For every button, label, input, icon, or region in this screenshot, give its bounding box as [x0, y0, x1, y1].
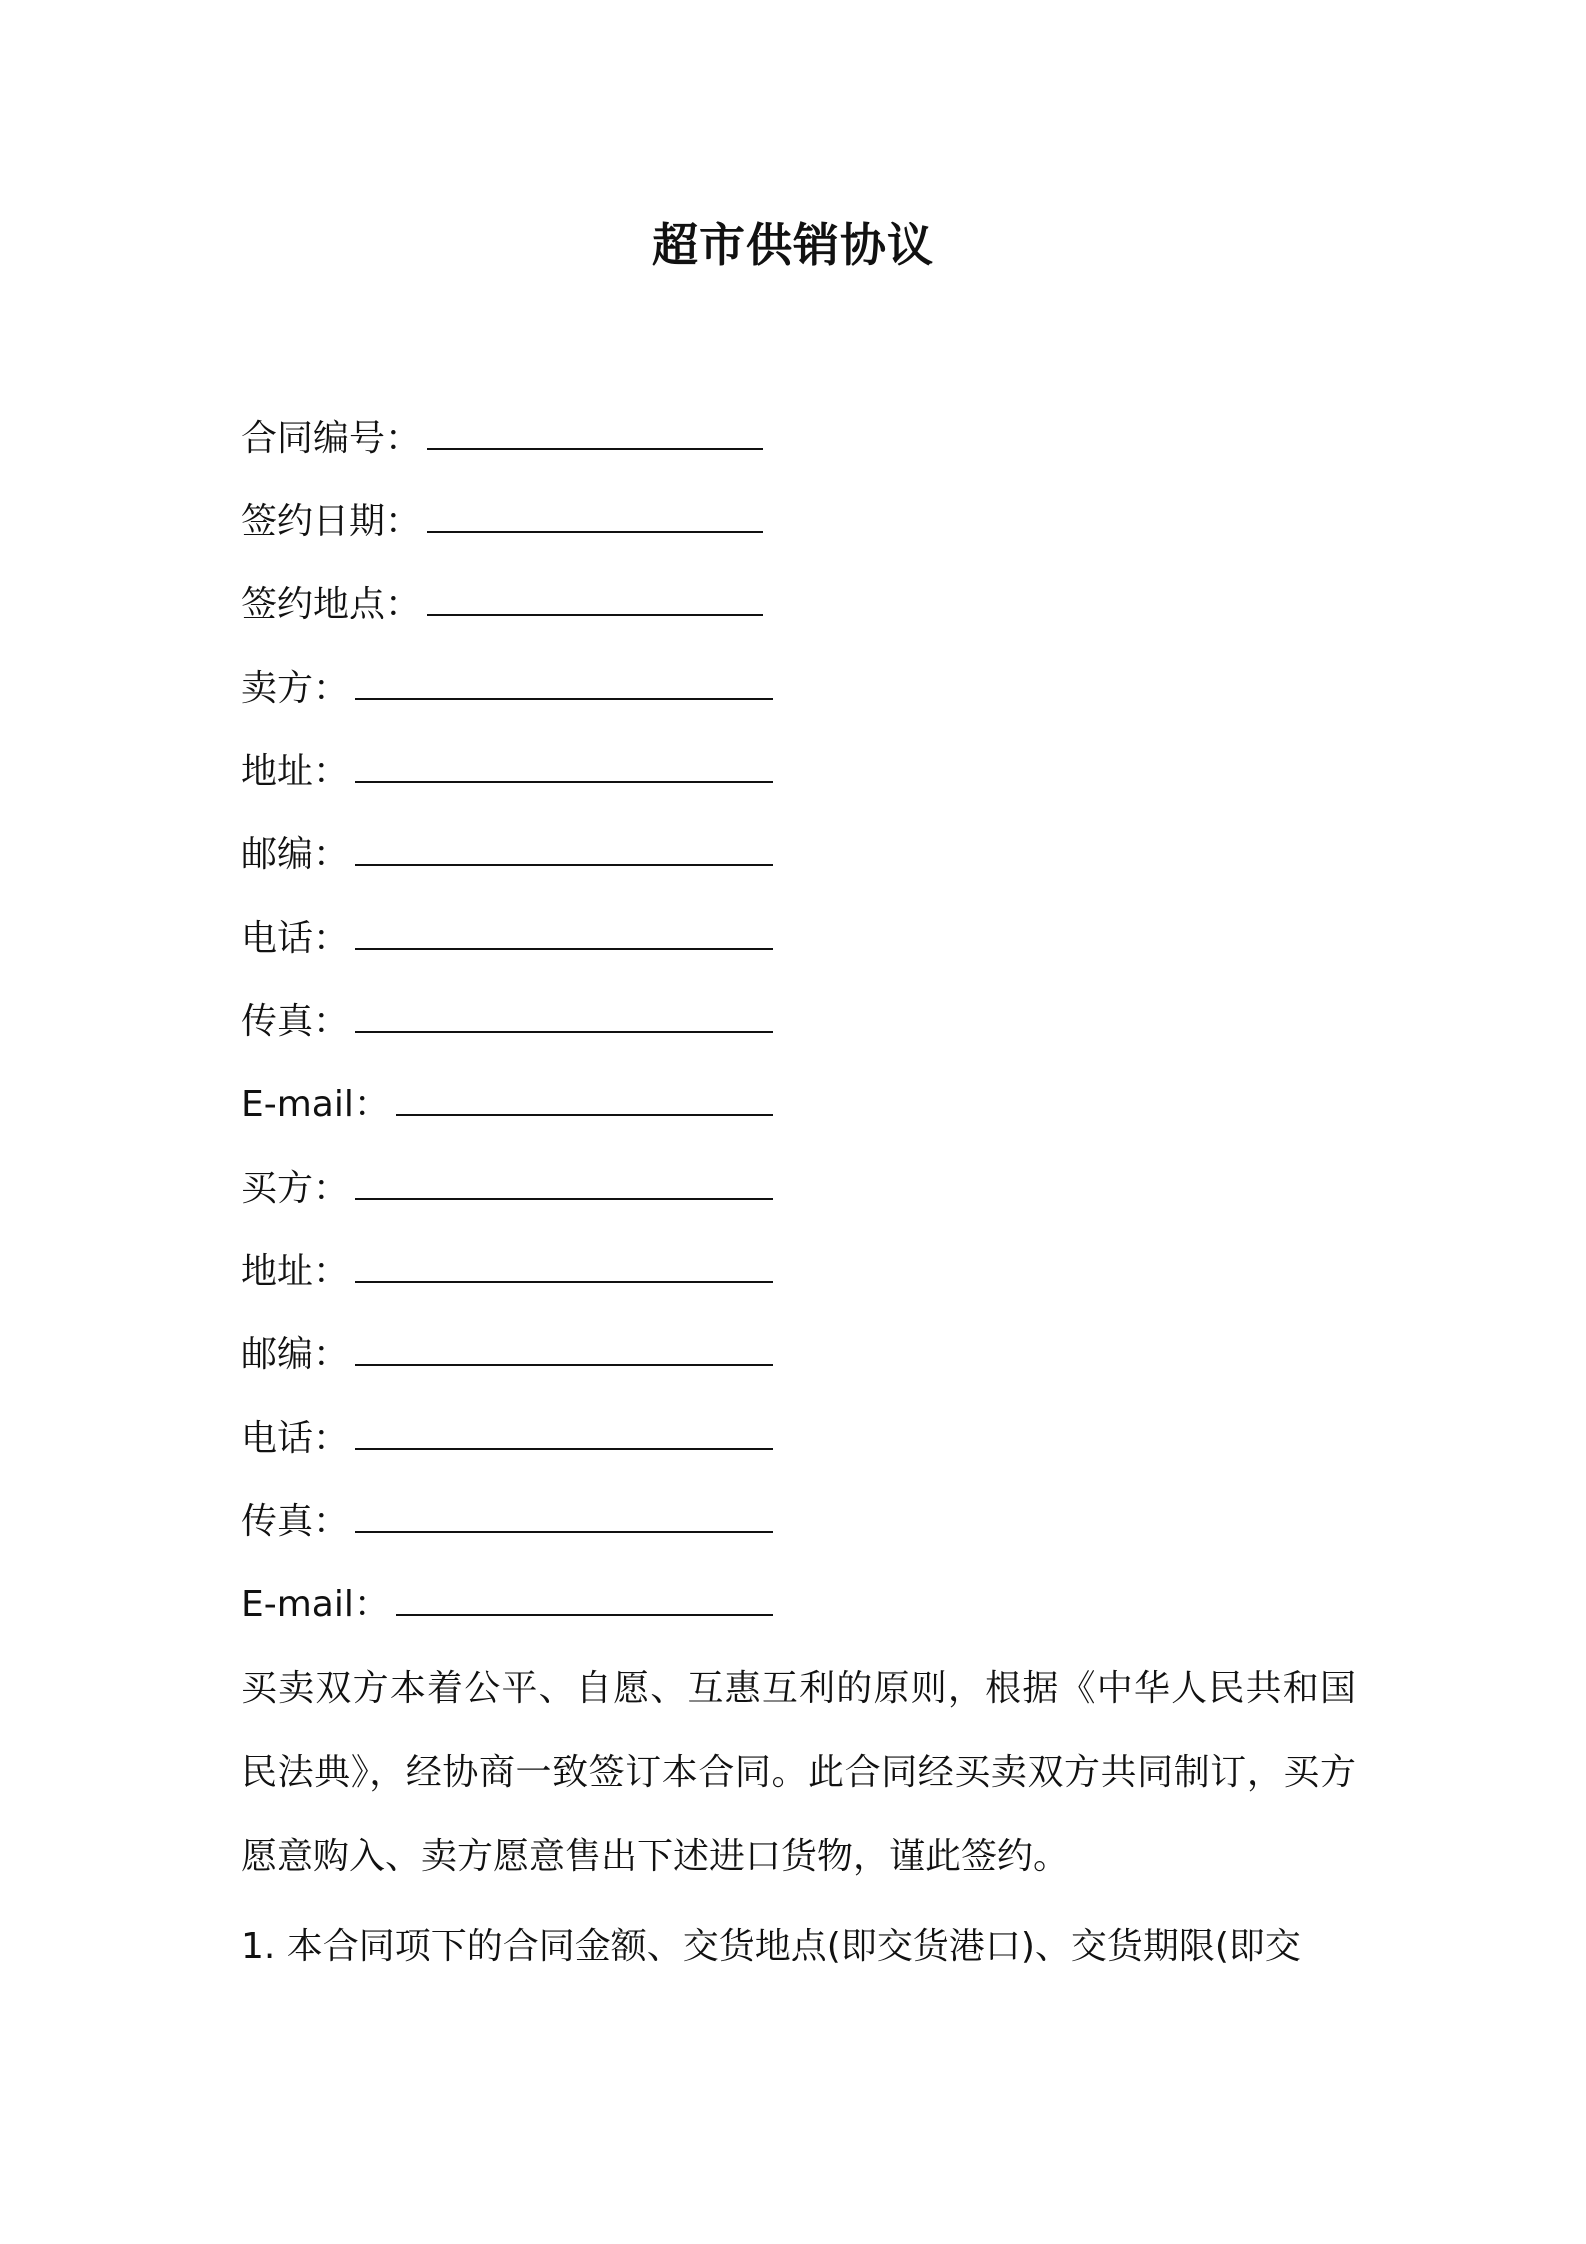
- intro-paragraph: 买卖双方本着公平、自愿、互惠互利的原则，根据《中华人民共和国民法典》，经协商一致签订本合同。此合同经买卖双方共同制订，买方愿意购入、卖方愿意售出下述进口货物，谨此签约。: [241, 1668, 1356, 1877]
- fill-in-blank[interactable]: [355, 1330, 773, 1366]
- field-label: 买方：: [241, 1168, 350, 1209]
- field-label: E-mail：: [241, 1584, 390, 1625]
- fill-in-blank[interactable]: [427, 580, 763, 616]
- fill-in-blank[interactable]: [427, 497, 763, 533]
- field-seller-postcode: [241, 830, 773, 880]
- field-label: 传真：: [241, 1501, 350, 1542]
- field-label: 电话：: [241, 918, 350, 959]
- field-contract-number: [241, 414, 763, 464]
- field-signing-date: [241, 497, 763, 547]
- fill-in-blank[interactable]: [355, 747, 773, 783]
- field-label: E-mail：: [241, 1084, 390, 1125]
- field-label: 地址：: [241, 751, 350, 792]
- fill-in-blank[interactable]: [355, 1164, 773, 1200]
- field-label: 地址：: [241, 1251, 350, 1292]
- field-label: 邮编：: [241, 834, 350, 875]
- field-buyer-email: [241, 1580, 773, 1630]
- fill-in-blank[interactable]: [396, 1080, 773, 1116]
- field-buyer-phone: [241, 1414, 773, 1464]
- fill-in-blank[interactable]: [427, 414, 763, 450]
- field-label: 签约地点：: [241, 584, 422, 625]
- field-buyer-fax: [241, 1497, 773, 1547]
- field-label: 签约日期：: [241, 501, 422, 542]
- field-label: 电话：: [241, 1418, 350, 1459]
- field-seller: [241, 664, 773, 714]
- fill-in-blank[interactable]: [355, 1247, 773, 1283]
- clause-1: 1. 本合同项下的合同金额、交货地点(即交货港口)、交货期限(即交: [241, 1926, 1301, 1967]
- field-buyer: [241, 1164, 773, 1214]
- fill-in-blank[interactable]: [355, 914, 773, 950]
- fill-in-blank[interactable]: [355, 830, 773, 866]
- field-label: 邮编：: [241, 1334, 350, 1375]
- field-seller-email: [241, 1080, 773, 1130]
- field-label: 卖方：: [241, 668, 350, 709]
- field-buyer-postcode: [241, 1330, 773, 1380]
- document-title: 超市供销协议: [652, 218, 934, 272]
- field-buyer-address: [241, 1247, 773, 1297]
- fill-in-blank[interactable]: [355, 997, 773, 1033]
- field-label: 合同编号：: [241, 418, 422, 459]
- field-seller-address: [241, 747, 773, 797]
- fill-in-blank[interactable]: [355, 1414, 773, 1450]
- fill-in-blank[interactable]: [396, 1580, 773, 1616]
- field-seller-phone: [241, 914, 773, 964]
- field-label: 传真：: [241, 1001, 350, 1042]
- field-seller-fax: [241, 997, 773, 1047]
- fill-in-blank[interactable]: [355, 664, 773, 700]
- field-signing-place: [241, 580, 763, 630]
- fill-in-blank[interactable]: [355, 1497, 773, 1533]
